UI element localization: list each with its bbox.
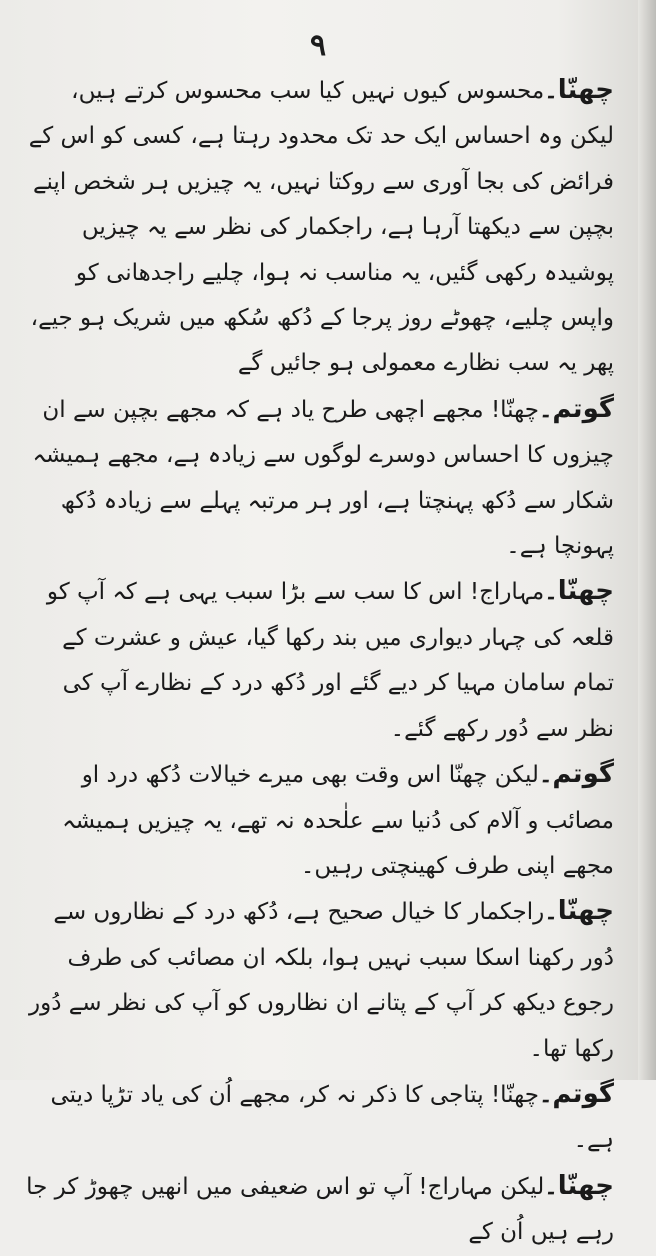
- dialogue-paragraph: [22, 1072, 614, 1164]
- speaker-separator: ۔: [544, 579, 558, 606]
- dialogue-paragraph: [22, 1164, 614, 1256]
- dialogue-paragraph: [22, 68, 614, 387]
- page-binding-edge: [638, 0, 656, 1080]
- speaker-separator: ۔: [544, 78, 558, 104]
- page-number: ۹: [309, 28, 327, 63]
- dialogue-paragraph: [22, 889, 614, 1072]
- speaker-name: گوتم: [552, 759, 614, 790]
- dialogue-paragraph: [22, 752, 614, 889]
- speaker-name: چھنّا: [557, 1170, 614, 1201]
- paragraph-text: لیکن چھنّا اس وقت بھی میرے خیالات دُکھ درد او مصائب و آلام کی دُنیا سے علٰحدہ نہ تھے، یہ چیزیں ہمیشہ مجھے اپنی طرف کھینچتی رہیں۔: [62, 762, 614, 879]
- paragraph-text: محسوس کیوں نہیں کیا سب محسوس کرتے ہیں، لیکن وہ احساس ایک حد تک محدود رہتا ہے، کسی کو اس کے فرائض کی بجا آوری سے روکتا نہیں، یہ چیزیں ہر شخص اپنے بچپن سے دیکھتا آرہا ہے، راجکمار کی نظر سے یہ چیزیں پوشیدہ رکھی گئیں، یہ مناسب نہ ہوا، چلیے راجدھانی کو واپس چلیے، چھوٹے روز پرجا کے دُکھ سُکھ میں شریک ہو جیے، پھر یہ سب نظارے معمولی ہو جائیں گے: [28, 78, 614, 377]
- speaker-separator: ۔: [544, 899, 558, 926]
- speaker-name: گوتم: [552, 393, 614, 424]
- speaker-name: چھنّا: [557, 75, 614, 105]
- paragraph-text: چھنّا! مجھے اچھی طرح یاد ہے کہ مجھے بچپن سے ان چیزوں کا احساس دوسرے لوگوں سے زیادہ ہے، مجھے ہمیشہ شکار سے دُکھ پہنچتا ہے، اور ہر مرتبہ پہلے سے زیادہ دُکھ پہونچا ہے۔: [32, 396, 614, 560]
- paragraph-text: لیکن مہاراج! آپ تو اس ضعیفی میں انھیں چھوڑ کر جا رہے ہیں اُن کے: [26, 1173, 614, 1246]
- speaker-separator: ۔: [544, 1173, 558, 1200]
- dialogue-paragraph: [22, 387, 614, 570]
- paragraph-text: چھنّا! پتاجی کا ذکر نہ کر، مجھے اُن کی یاد تڑپا دیتی ہے۔: [50, 1081, 614, 1154]
- speaker-separator: ۔: [538, 762, 553, 789]
- paragraph-text: راجکمار کا خیال صحیح ہے، دُکھ درد کے نظاروں سے دُور رکھنا اسکا سبب نہیں ہوا، بلکہ ان مصائب کی طرف رجوع دیکھ کر آپ کے پتانے ان نظاروں کو آپ کی نظر سے دُور رکھا تھا۔: [28, 899, 614, 1062]
- speaker-name: چھنّا: [557, 896, 614, 927]
- speaker-separator: ۔: [538, 396, 553, 423]
- speaker-separator: ۔: [538, 1081, 553, 1108]
- speaker-name: چھنّا: [557, 576, 614, 607]
- dialogue-paragraph: [22, 569, 614, 752]
- paragraph-text: مہاراج! اس کا سب سے بڑا سبب یہی ہے کہ آپ کو قلعہ کی چہار دیواری میں بند رکھا گیا، عیش و عشرت کے تمام سامان مہیا کر دیے گئے اور دُکھ درد کے نظارے آپ کی نظر سے دُور رکھے گئے۔: [46, 579, 614, 742]
- speaker-name: گوتم: [552, 1078, 614, 1109]
- dialogue-text: [22, 68, 614, 1256]
